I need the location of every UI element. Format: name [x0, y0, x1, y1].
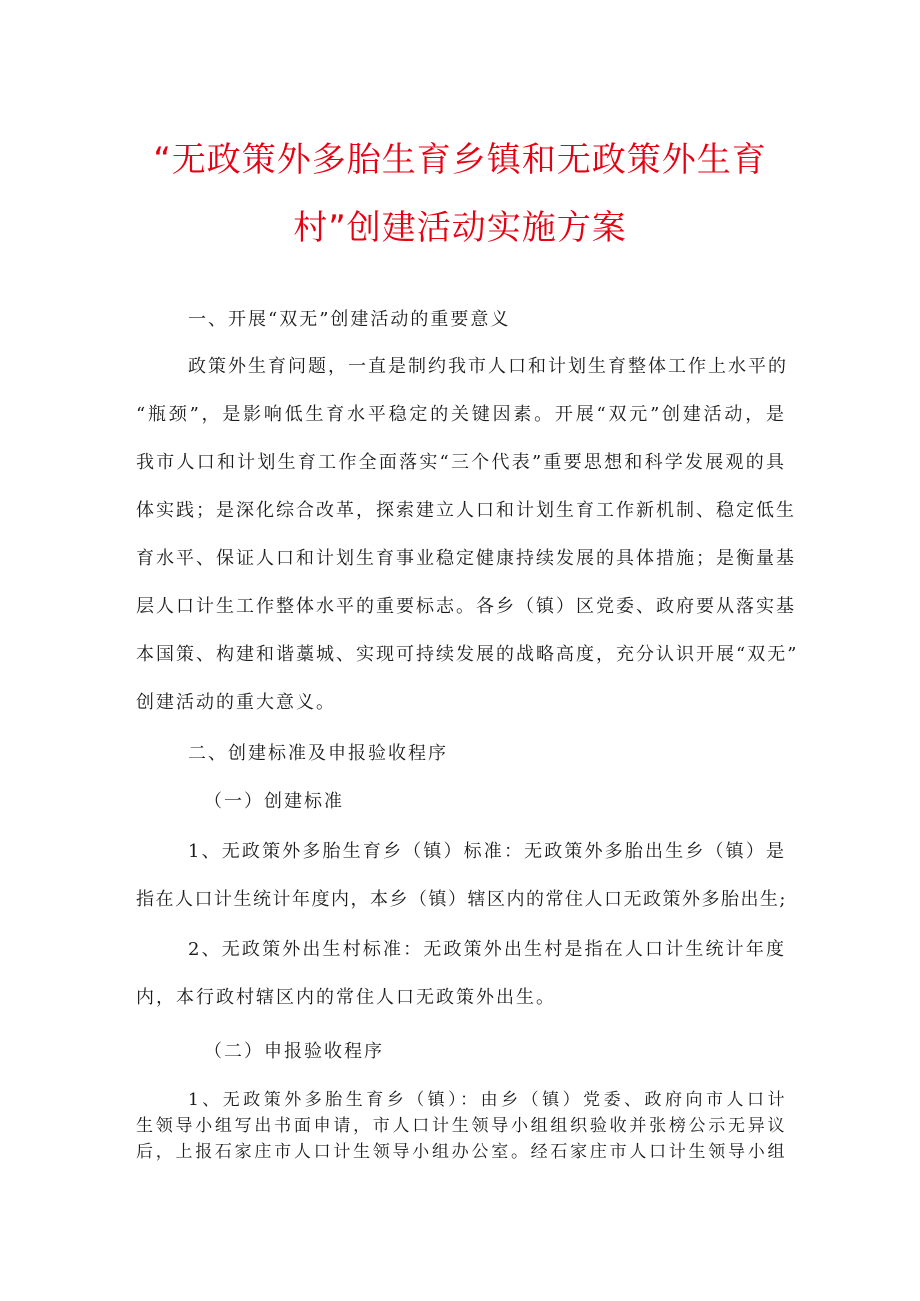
standard-item-1-line: 指在人口计生统计年度内，本乡（镇）辖区内的常住人口无政策外多胎出生; [136, 889, 786, 910]
procedure-item-1-line: 生领导小组写出书面申请，市人口计生领导小组组织验收并张榜公示无异议 [136, 1116, 786, 1136]
paragraph-line: 体实践；是深化综合改革，探索建立人口和计划生育工作新机制、稳定低生 [136, 500, 796, 521]
procedure-item-1-line: 后，上报石家庄市人口计生领导小组办公室。经石家庄市人口计生领导小组 [136, 1142, 786, 1162]
section-2-heading: 二、创建标准及申报验收程序 [188, 743, 448, 764]
paragraph-line: 本国策、构建和谐藁城、实现可持续发展的战略高度，充分认识开展“双无” [136, 644, 799, 665]
standard-item-1-line: 1、无政策外多胎生育乡（镇）标准：无政策外多胎出生乡（镇）是 [188, 841, 786, 862]
paragraph-line: “瓶颈”，是影响低生育水平稳定的关键因素。开展“双元”创建活动，是 [136, 404, 786, 425]
paragraph-line: 层人口计生工作整体水平的重要标志。各乡（镇）区党委、政府要从落实基 [136, 596, 796, 617]
paragraph-line: 创建活动的重大意义。 [136, 692, 336, 713]
subsection-1-heading: （一）创建标准 [204, 791, 344, 812]
subsection-2-heading: （二）申报验收程序 [204, 1041, 384, 1062]
paragraph-line: 政策外生育问题，一直是制约我市人口和计划生育整体工作上水平的 [188, 356, 788, 377]
paragraph-line: 我市人口和计划生育工作全面落实“三个代表”重要思想和科学发展观的具 [136, 452, 786, 473]
procedure-item-1-line: 1、无政策外多胎生育乡（镇）：由乡（镇）党委、政府向市人口计 [188, 1090, 786, 1110]
document-title-line-1: “无政策外多胎生育乡镇和无政策外生育 [153, 140, 767, 180]
document-title-line-2: 村”创建活动实施方案 [293, 208, 627, 248]
section-1-heading: 一、开展“双无”创建活动的重要意义 [188, 309, 511, 330]
standard-item-2-line: 内，本行政村辖区内的常住人口无政策外出生。 [136, 987, 556, 1008]
standard-item-2-line: 2、无政策外出生村标准：无政策外出生村是指在人口计生统计年度 [188, 939, 786, 960]
paragraph-line: 育水平、保证人口和计划生育事业稳定健康持续发展的具体措施；是衡量基 [136, 548, 796, 569]
